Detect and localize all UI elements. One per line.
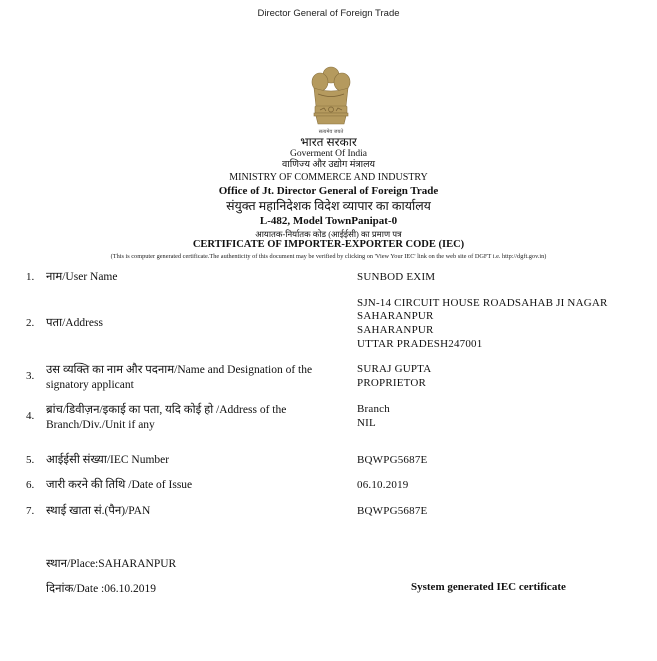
field-value-user-name: SUNBOD EXIM bbox=[357, 271, 436, 283]
field-label-signatory-cont: signatory applicant bbox=[46, 379, 134, 391]
field-number: 5. bbox=[26, 454, 35, 466]
field-label-branch: ब्रांच/डिवीज़न/इकाई का पता, यदि कोई हो /Address of the bbox=[46, 404, 287, 416]
field-value-iec-number: BQWPG5687E bbox=[357, 454, 428, 466]
field-value-address-line: SAHARANPUR bbox=[357, 310, 434, 322]
field-value-address-line: SAHARANPUR bbox=[357, 324, 434, 336]
field-label-branch-cont: Branch/Div./Unit if any bbox=[46, 419, 155, 431]
field-number: 4. bbox=[26, 410, 35, 422]
field-value-branch-address: NIL bbox=[357, 417, 376, 429]
ministry-english: MINISTRY OF COMMERCE AND INDUSTRY bbox=[229, 172, 428, 183]
field-value-branch: Branch bbox=[357, 403, 390, 415]
certificate-title-hindi: आयातक-निर्यातक कोड (आईईसी) का प्रमाण पत्र bbox=[255, 229, 402, 239]
field-value-address-line: UTTAR PRADESH247001 bbox=[357, 338, 483, 350]
authenticity-note: (This is computer generated certificate.The authenticity of this document may be verified by clicking on 'View Your IEC' link on the web site of DGFT i.e. http://dgft.gov.in) bbox=[110, 253, 547, 260]
system-generated-note: System generated IEC certificate bbox=[411, 581, 566, 593]
top-title: Director General of Foreign Trade bbox=[257, 8, 400, 19]
field-value-date-of-issue: 06.10.2019 bbox=[357, 479, 409, 491]
ministry-hindi: वाणिज्य और उद्योग मंत्रालय bbox=[281, 160, 376, 170]
govt-english: Goverment Of India bbox=[289, 149, 368, 159]
emblem-motto: सत्यमेव जयते bbox=[318, 129, 344, 135]
national-emblem-icon bbox=[306, 64, 356, 136]
field-label-date-of-issue: जारी करने की तिथि /Date of Issue bbox=[46, 479, 193, 491]
office-english: Office of Jt. Director General of Foreign Trade bbox=[218, 185, 439, 197]
place: स्थान/Place:SAHARANPUR bbox=[46, 558, 177, 570]
field-number: 3. bbox=[26, 370, 35, 382]
field-label-address: पता/Address bbox=[46, 317, 103, 329]
field-value-signatory-name: SURAJ GUPTA bbox=[357, 363, 432, 375]
field-label-user-name: नाम/User Name bbox=[46, 271, 118, 283]
field-number: 7. bbox=[26, 505, 35, 517]
field-value-pan: BQWPG5687E bbox=[357, 505, 428, 517]
date: दिनांक/Date :06.10.2019 bbox=[46, 583, 157, 595]
field-number: 1. bbox=[26, 271, 35, 283]
field-value-signatory-designation: PROPRIETOR bbox=[357, 377, 427, 389]
field-value-address-line: SJN-14 CIRCUIT HOUSE ROADSAHAB JI NAGAR bbox=[357, 297, 608, 309]
office-hindi: संयुक्त महानिदेशक विदेश व्यापार का कार्यालय bbox=[226, 199, 431, 213]
govt-hindi: भारत सरकार bbox=[300, 135, 357, 149]
field-label-iec-number: आईईसी संख्या/IEC Number bbox=[46, 454, 170, 466]
office-address: L-482, Model TownPanipat-0 bbox=[259, 215, 398, 227]
certificate-title: CERTIFICATE OF IMPORTER-EXPORTER CODE (IEC) bbox=[192, 239, 465, 250]
field-label-pan: स्थाई खाता सं.(पैन)/PAN bbox=[46, 505, 151, 517]
field-label-signatory: उस व्यक्ति का नाम और पदनाम/Name and Designation of the bbox=[46, 364, 313, 376]
field-number: 2. bbox=[26, 317, 35, 329]
field-number: 6. bbox=[26, 479, 35, 491]
